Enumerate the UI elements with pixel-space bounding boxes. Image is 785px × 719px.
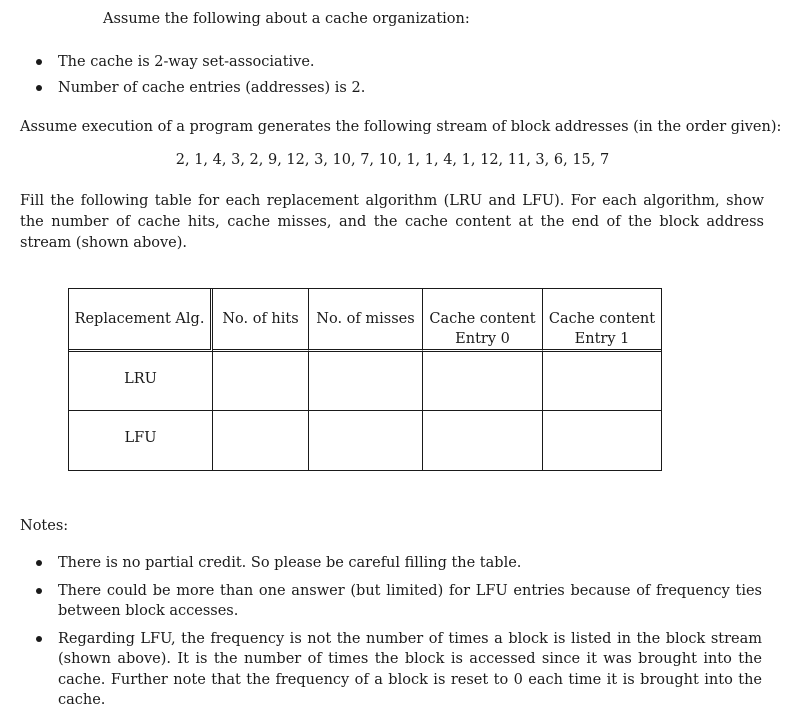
notes-label: Notes: bbox=[20, 518, 69, 534]
header-replacement-alg: Replacement Alg. bbox=[69, 289, 213, 352]
table-row-lfu bbox=[69, 411, 661, 470]
note-item: There is no partial credit. So please be careful filling the table. bbox=[32, 553, 762, 574]
intro-text: Assume the following about a cache organization: bbox=[103, 11, 470, 27]
block-address-stream: 2, 1, 4, 3, 2, 9, 12, 3, 10, 7, 10, 1, 1, 4, 1, 12, 11, 3, 6, 15, 7 bbox=[175, 152, 610, 168]
header-misses: No. of misses bbox=[309, 289, 423, 352]
entry1-cell[interactable] bbox=[543, 411, 661, 470]
hits-cell[interactable] bbox=[213, 411, 309, 470]
assumption-item: The cache is 2-way set-associative. bbox=[32, 52, 365, 74]
replacement-table bbox=[68, 288, 662, 471]
alg-name-cell: LFU bbox=[69, 411, 213, 470]
misses-cell[interactable] bbox=[309, 352, 423, 411]
entry0-cell[interactable] bbox=[423, 411, 543, 470]
header-cache-entry-1: Cache content Entry 1 bbox=[543, 289, 661, 352]
entry0-cell[interactable] bbox=[423, 352, 543, 411]
note-item: There could be more than one answer (but limited) for LFU entries because of frequency ties between block accesses. bbox=[32, 581, 762, 622]
table-row-lru bbox=[69, 352, 661, 411]
misses-cell[interactable] bbox=[309, 411, 423, 470]
alg-name-cell: LRU bbox=[69, 352, 213, 411]
instructions-paragraph: Fill the following table for each replacement algorithm (LRU and LFU). For each algorithm, show the number of cache hits, cache misses, and the cache content at the end of the block address stream (shown above). bbox=[20, 193, 764, 251]
header-hits: No. of hits bbox=[213, 289, 309, 352]
notes-list bbox=[32, 553, 762, 718]
assumption-item: Number of cache entries (addresses) is 2. bbox=[32, 78, 365, 100]
table-header-row bbox=[69, 289, 661, 352]
hits-cell[interactable] bbox=[213, 352, 309, 411]
header-cache-entry-0: Cache content Entry 0 bbox=[423, 289, 543, 352]
note-item: Regarding LFU, the frequency is not the number of times a block is listed in the block stream (shown above). It is the number of times the block is accessed since it was brought into the cache. Further note that the frequency of a block is reset to 0 each time it is brought into the cache. bbox=[32, 629, 762, 711]
assumptions-list bbox=[32, 52, 365, 104]
stream-intro-text: Assume execution of a program generates the following stream of block addresses (in the order given): bbox=[20, 119, 782, 135]
entry1-cell[interactable] bbox=[543, 352, 661, 411]
